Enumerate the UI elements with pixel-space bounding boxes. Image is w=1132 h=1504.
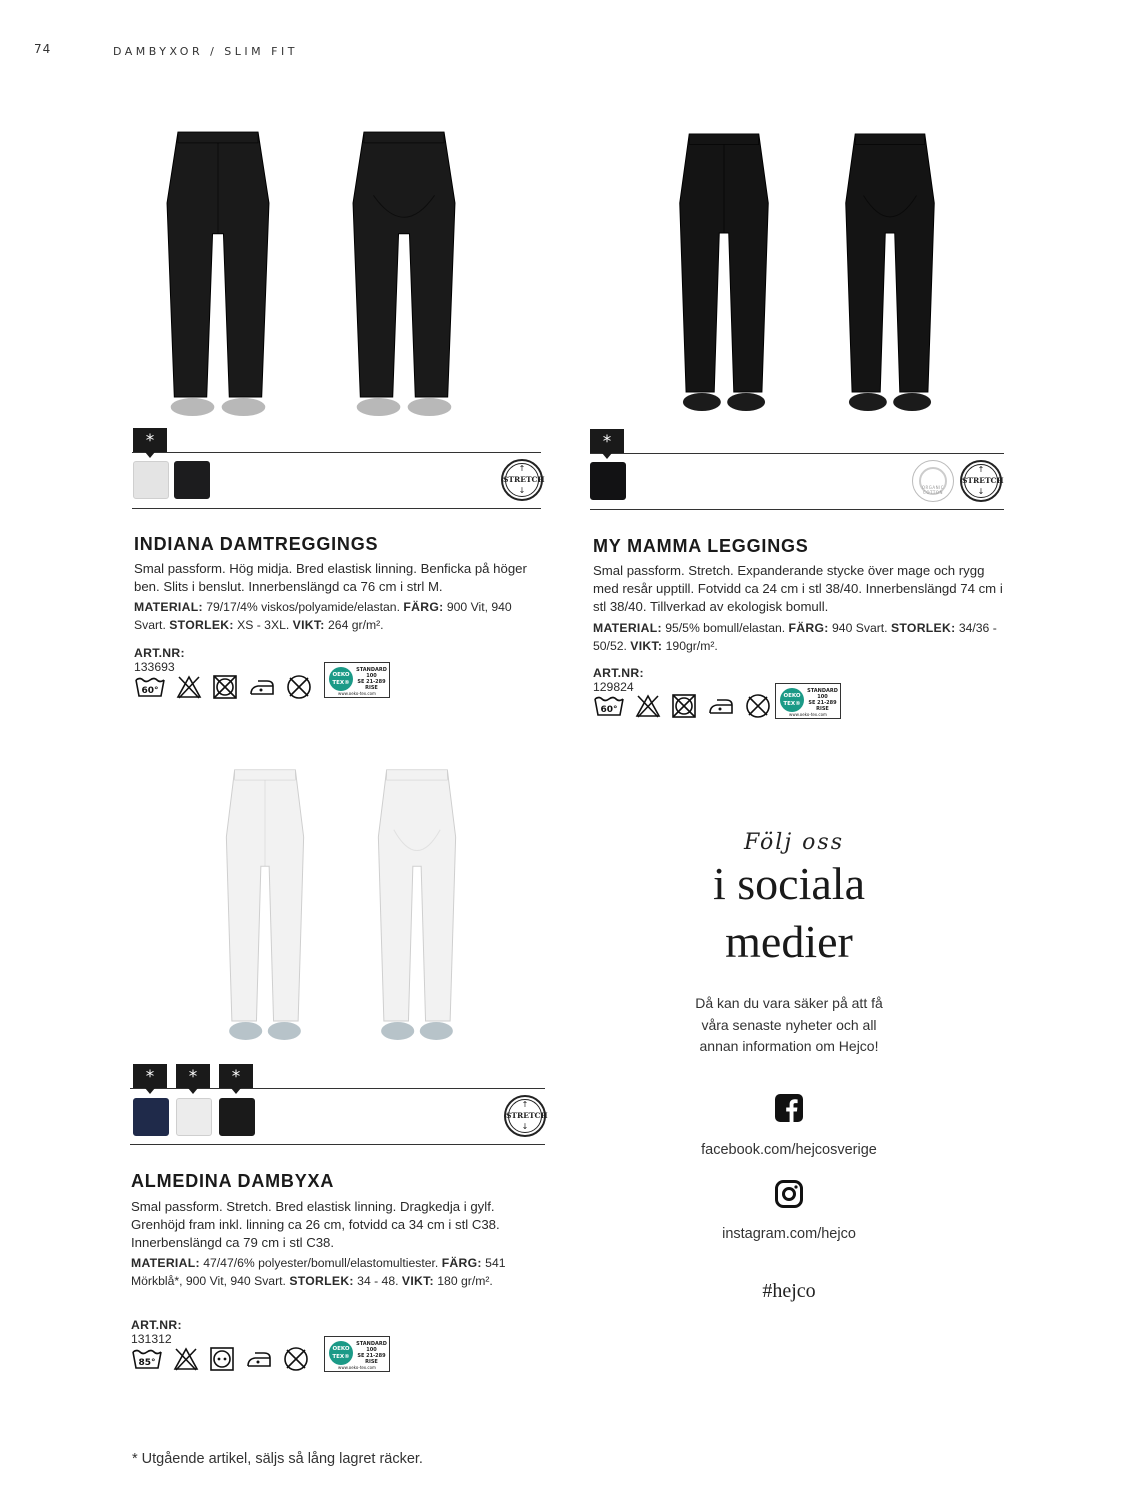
color-swatch[interactable] bbox=[174, 461, 210, 499]
product-photos bbox=[127, 126, 497, 434]
color-swatch[interactable] bbox=[133, 1098, 169, 1136]
product-specs bbox=[593, 619, 1005, 655]
social-script-title: Följ oss bbox=[744, 830, 844, 855]
color-swatch[interactable] bbox=[590, 462, 626, 500]
article-value: 131312 bbox=[131, 1332, 172, 1346]
discontinued-flag: * bbox=[133, 1064, 167, 1088]
article-label: ART.NR: bbox=[134, 646, 185, 660]
oeko-standard-text: STANDARD 100 bbox=[807, 688, 838, 700]
arrow-down-icon: ↓ bbox=[518, 486, 526, 495]
wash-60-icon bbox=[134, 674, 166, 700]
iron-icon bbox=[245, 1346, 273, 1372]
material-value: 79/17/4% viskos/polyamide/elastan. bbox=[206, 600, 400, 614]
tumble-dry-icon bbox=[209, 1346, 235, 1372]
size-value: 34 - 48. bbox=[357, 1274, 399, 1288]
weight-value: 264 gr/m². bbox=[328, 618, 384, 632]
social-blurb bbox=[630, 993, 948, 1058]
product-name: INDIANA DAMTREGGINGS bbox=[134, 534, 379, 554]
color-value: 900 Vit, 940 Svart. bbox=[134, 600, 512, 632]
oeko-tex-label bbox=[324, 662, 390, 698]
product-photo-front bbox=[645, 128, 803, 428]
arrow-up-icon: ↑ bbox=[518, 464, 526, 473]
product-name: MY MAMMA LEGGINGS bbox=[593, 536, 809, 556]
product-photos bbox=[645, 128, 975, 428]
color-swatch[interactable] bbox=[219, 1098, 255, 1136]
oeko-standard-text: STANDARD 100 bbox=[356, 1341, 387, 1353]
stretch-label: STRETCH bbox=[503, 475, 545, 484]
organic-label: ORGANIC COTTON bbox=[921, 485, 945, 495]
material-label: MATERIAL: bbox=[131, 1256, 200, 1270]
iron-icon bbox=[707, 693, 735, 719]
arrow-down-icon: ↓ bbox=[521, 1122, 529, 1131]
stretch-icon bbox=[960, 460, 1002, 502]
product-description: Smal passform. Stretch. Bred elastisk linning. Dragkedja i gylf. Grenhöjd fram inkl. linning ca 26 cm, fotvidd ca 34 cm i stl C38. Innerbenslängd ca 79 cm i stl C38. bbox=[131, 1199, 500, 1250]
product-photo-back bbox=[811, 128, 969, 428]
product-description: Smal passform. Hög midja. Bred elastisk linning. Benficka på höger ben. Slits i benslut. Innerbenslängd ca 76 cm i strl M. bbox=[134, 561, 527, 594]
size-label: STORLEK: bbox=[289, 1274, 354, 1288]
arrow-down-icon: ↓ bbox=[977, 487, 985, 496]
oeko-standard bbox=[806, 688, 839, 712]
instagram-link[interactable]: instagram.com/hejco bbox=[722, 1225, 856, 1242]
facebook-link[interactable]: facebook.com/hejcosverige bbox=[701, 1141, 877, 1158]
care-symbols bbox=[134, 674, 312, 700]
discontinued-flag: * bbox=[176, 1064, 210, 1088]
oeko-url: www.oeko-tex.com bbox=[338, 1365, 376, 1370]
weight-label: VIKT: bbox=[630, 639, 663, 653]
oeko-tex-logo: OEKO TEX® bbox=[329, 1341, 353, 1365]
article-label: ART.NR: bbox=[593, 666, 644, 680]
organic-cotton-icon bbox=[912, 460, 954, 502]
weight-label: VIKT: bbox=[292, 618, 325, 632]
size-value: 34/36 - 50/52. bbox=[593, 621, 997, 653]
stretch-icon bbox=[504, 1095, 546, 1137]
color-value: 940 Svart. bbox=[832, 621, 888, 635]
discontinued-flag: * bbox=[590, 429, 624, 453]
arrow-up-icon: ↑ bbox=[977, 465, 985, 474]
no-bleach-icon bbox=[635, 693, 661, 719]
product-specs bbox=[134, 598, 534, 634]
social-blurb-line: Då kan du vara säker på att få bbox=[695, 995, 883, 1011]
oeko-standard-text: STANDARD 100 bbox=[356, 667, 387, 679]
instagram-icon[interactable] bbox=[775, 1180, 803, 1208]
wash-85-icon bbox=[131, 1346, 163, 1372]
weight-label: VIKT: bbox=[401, 1274, 434, 1288]
social-title-line2: medier bbox=[725, 916, 853, 967]
care-symbols bbox=[593, 693, 771, 719]
article-number bbox=[593, 666, 644, 694]
article-label: ART.NR: bbox=[131, 1318, 182, 1332]
material-value: 95/5% bomull/elastan. bbox=[665, 621, 786, 635]
social-title-line1: i sociala bbox=[713, 858, 865, 909]
color-label: FÄRG: bbox=[788, 621, 829, 635]
product-photo-front bbox=[196, 764, 334, 1056]
svg-text:85°: 85° bbox=[138, 1358, 156, 1368]
footnote: * Utgående artikel, säljs så lång lagret räcker. bbox=[132, 1451, 423, 1467]
no-dry-clean-icon bbox=[286, 674, 312, 700]
article-value: 133693 bbox=[134, 660, 175, 674]
care-symbols bbox=[131, 1346, 309, 1372]
no-tumble-dry-icon bbox=[212, 674, 238, 700]
color-label: FÄRG: bbox=[403, 600, 444, 614]
oeko-standard bbox=[355, 1341, 388, 1365]
weight-value: 190gr/m². bbox=[665, 639, 718, 653]
no-tumble-dry-icon bbox=[671, 693, 697, 719]
product-name: ALMEDINA DAMBYXA bbox=[131, 1171, 335, 1191]
oeko-standard bbox=[355, 667, 388, 691]
no-dry-clean-icon bbox=[745, 693, 771, 719]
weight-value: 180 gr/m². bbox=[437, 1274, 493, 1288]
hashtag: #hejco bbox=[762, 1279, 816, 1302]
oeko-url: www.oeko-tex.com bbox=[789, 712, 827, 717]
social-blurb-line: annan information om Hejco! bbox=[699, 1038, 879, 1054]
color-value: 541 Mörkblå*, 900 Vit, 940 Svart. bbox=[131, 1256, 506, 1288]
oeko-tex-logo: OEKO TEX® bbox=[780, 688, 804, 712]
material-label: MATERIAL: bbox=[134, 600, 203, 614]
color-label: FÄRG: bbox=[441, 1256, 482, 1270]
svg-text:60°: 60° bbox=[600, 705, 618, 715]
oeko-tex-label bbox=[324, 1336, 390, 1372]
size-label: STORLEK: bbox=[169, 618, 234, 632]
no-bleach-icon bbox=[176, 674, 202, 700]
material-label: MATERIAL: bbox=[593, 621, 662, 635]
discontinued-flag: * bbox=[133, 428, 167, 452]
social-media-block bbox=[630, 830, 948, 1303]
article-number bbox=[131, 1318, 182, 1346]
article-number bbox=[134, 646, 185, 674]
article-value: 129824 bbox=[593, 680, 634, 694]
social-blurb-line: våra senaste nyheter och all bbox=[701, 1016, 877, 1033]
no-bleach-icon bbox=[173, 1346, 199, 1372]
arrow-up-icon: ↑ bbox=[521, 1100, 529, 1109]
facebook-icon[interactable] bbox=[775, 1094, 803, 1122]
oeko-code: SE 21-289 RISE bbox=[357, 679, 386, 691]
product-specs bbox=[131, 1254, 551, 1290]
oeko-code: SE 21-289 RISE bbox=[357, 1353, 386, 1365]
wash-60-icon bbox=[593, 693, 625, 719]
oeko-code: SE 21-289 RISE bbox=[808, 700, 837, 712]
product-photo-back bbox=[348, 764, 486, 1056]
product-description: Smal passform. Stretch. Expanderande stycke över mage och rygg med resår upptill. Fotvidd ca 24 cm i stl 38/40. Innerbenslängd 74 cm i stl 38/40. Tillverkad av ekologisk bomull. bbox=[593, 563, 1003, 614]
oeko-tex-label bbox=[775, 683, 841, 719]
page-number: 74 bbox=[34, 42, 52, 56]
section-title: DAMBYXOR / SLIM FIT bbox=[113, 45, 298, 58]
oeko-url: www.oeko-tex.com bbox=[338, 691, 376, 696]
size-value: XS - 3XL. bbox=[237, 618, 290, 632]
product-photo-back bbox=[313, 126, 495, 434]
size-label: STORLEK: bbox=[890, 621, 956, 635]
stretch-label: STRETCH bbox=[962, 476, 1004, 485]
oeko-tex-logo: OEKO TEX® bbox=[329, 667, 353, 691]
svg-text:60°: 60° bbox=[141, 686, 159, 696]
iron-icon bbox=[248, 674, 276, 700]
product-photos bbox=[196, 764, 498, 1056]
no-dry-clean-icon bbox=[283, 1346, 309, 1372]
material-value: 47/47/6% polyester/bomull/elastomultiester. bbox=[203, 1256, 439, 1270]
stretch-icon bbox=[501, 459, 543, 501]
product-photo-front bbox=[127, 126, 309, 434]
discontinued-flag: * bbox=[219, 1064, 253, 1088]
color-swatch[interactable] bbox=[176, 1098, 212, 1136]
stretch-label: STRETCH bbox=[506, 1111, 548, 1120]
color-swatch[interactable] bbox=[133, 461, 169, 499]
